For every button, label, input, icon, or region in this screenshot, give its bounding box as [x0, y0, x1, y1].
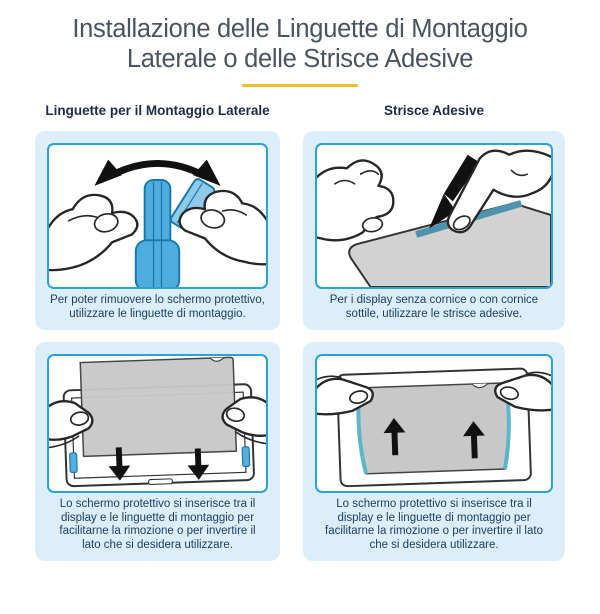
caption-screen-remove: Lo schermo protettivo si inserisce tra il display e le linguette di montaggio per facilitarne la rimozione o per invertire il lato che si desidera utilizzare. — [325, 498, 543, 551]
privacy-screen — [357, 383, 510, 474]
mounting-tab-vertical — [136, 180, 179, 287]
column-adhesive-strips — [303, 101, 565, 573]
illustration-screen-remove — [315, 354, 553, 493]
caption-screen-insert: Lo schermo protettivo si inserisce tra il display e le linguette di montaggio per facilitarne la rimozione o per invertire il lato che si desidera utilizzare. — [59, 498, 256, 551]
caption-tab-flex: Per poter rimuovere lo schermo protettivo, utilizzare le linguette di montaggio. — [50, 294, 265, 320]
instruction-sheet — [0, 14, 600, 614]
privacy-screen — [80, 357, 236, 456]
panel-tab-flex — [35, 131, 280, 330]
strip-apply-drawing — [317, 145, 551, 287]
panel-screen-insert — [35, 342, 280, 561]
panel-strip-apply — [303, 131, 565, 330]
panel-screen-remove — [303, 342, 565, 561]
title-accent-rule — [242, 84, 358, 87]
page-title-line2: Laterale o delle Strisce Adesive — [126, 45, 474, 73]
tab-flex-drawing — [49, 145, 266, 287]
screen-insert-drawing — [49, 356, 266, 491]
illustration-tab-flex — [47, 143, 268, 289]
page-title — [0, 14, 600, 74]
left-hand-icon — [317, 160, 393, 240]
two-column-layout — [0, 101, 600, 573]
screen-remove-drawing — [317, 356, 551, 491]
illustration-strip-apply — [315, 143, 553, 289]
illustration-screen-insert — [47, 354, 268, 493]
column-mounting-tabs — [35, 101, 280, 573]
page-title-line1: Installazione delle Linguette di Montaggio — [72, 15, 528, 43]
column-header-mounting-tabs: Linguette per il Montaggio Laterale — [45, 103, 270, 118]
left-hand-icon — [49, 195, 137, 270]
caption-strip-apply: Per i display senza cornice o con cornice sottile, utilizzare le strisce adesive. — [329, 294, 539, 320]
column-header-adhesive-strips: Strisce Adesive — [383, 103, 485, 118]
